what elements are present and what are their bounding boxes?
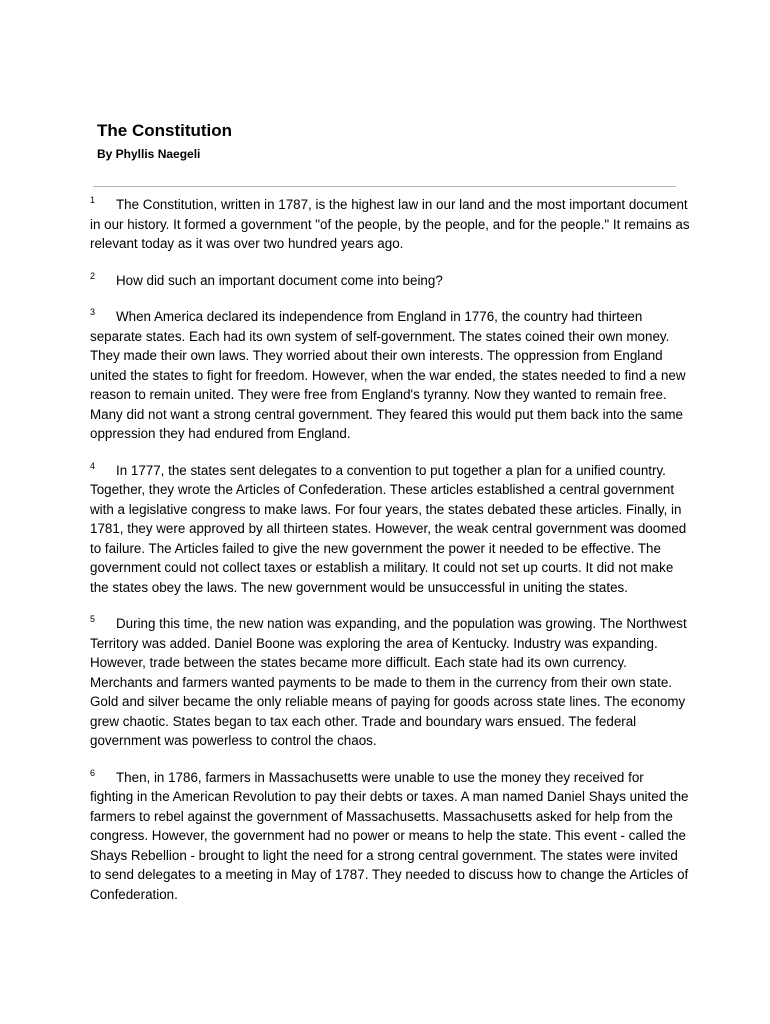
paragraph-4: 4 In 1777, the states sent delegates to a convention to put together a plan for a unified country. Together, they wrote the Articles of Confederation. These articles established a central government with a legislative congress to make laws. For four years, the states debated these articles. Finally, in 1781, they were approved by all thirteen states. However, the weak central government was doomed to failure. The Articles failed to give the new government the power it needed to be effective. The government could not collect taxes or establish a military. It could not set up courts. It did not make the states obey the laws. The new government would be unsuccessful in uniting the states. [90,460,687,595]
paragraph-3: 3 When America declared its independence from England in 1776, the country had thirteen separate states. Each had its own system of self-government. The states coined their own money. They made their own laws. They worried about their own interests. The oppression from England united the states to fight for freedom. However, when the war ended, the states needed to find a new reason to remain united. They were free from England's tyranny. Now they wanted to remain free. Many did not want a strong central government. They feared this would put them back into the same oppression they had endured from England. [90,307,686,441]
paragraph-text: Then, in 1786, farmers in Massachusetts were unable to use the money they received for fighting in the American Revolution to pay their debts or taxes. A man named Daniel Shays united the farmers to rebel against the government of Massachusetts. Massachusetts asked for help from the congress. However, the government had no power or means to help the state. This event - called the Shays Rebellion - brought to light the need for a strong central government. The states were invited to send delegates to a meeting in May of 1787. They needed to discuss how to change the Articles of Confederation. [90,769,689,902]
author-byline: By Phyllis Naegeli [97,147,201,161]
paragraph-text: During this time, the new nation was expanding, and the population was growing. The Northwest Territory was added. Daniel Boone was exploring the area of Kentucky. Industry was expanding. However, trade between the states became more difficult. Each state had its own currency. Merchants and farmers wanted payments to be made to them in the currency from their own state. Gold and silver became the only reliable means of paying for goods across state lines. The economy grew chaotic. States began to tax each other. Trade and boundary wars ensued. The federal government was powerless to control the chaos. [90,616,687,748]
paragraph-text: The Constitution, written in 1787, is the highest law in our land and the most important document in our history. It formed a government "of the people, by the people, and for the people." It remains as relevant today as it was over two hundred years ago. [90,197,690,251]
paragraph-2: 2 How did such an important document come into being? [90,270,443,288]
paragraph-text: In 1777, the states sent delegates to a convention to put together a plan for a unified country. Together, they wrote the Articles of Confederation. These articles established a central government with a legislative congress to make laws. For four years, the states debated these articles. Finally, in 1781, they were approved by all thirteen states. However, the weak central government was doomed to failure. The Articles failed to give the new government the power it needed to be effective. The government could not collect taxes or establish a military. It could not set up courts. It did not make the states obey the laws. The new government would be unsuccessful in uniting the states. [90,462,687,595]
paragraph-5: 5 During this time, the new nation was expanding, and the population was growing. The Northwest Territory was added. Daniel Boone was exploring the area of Kentucky. Industry was expanding. However, trade between the states became more difficult. Each state had its own currency. Merchants and farmers wanted payments to be made to them in the currency from their own state. Gold and silver became the only reliable means of paying for goods across state lines. The economy grew chaotic. States began to tax each other. Trade and boundary wars ensued. The federal government was powerless to control the chaos. [90,614,687,748]
article-body [90,195,690,921]
paragraph-6: 6 Then, in 1786, farmers in Massachusetts were unable to use the money they received for fighting in the American Revolution to pay their debts or taxes. A man named Daniel Shays united the farmers to rebel against the government of Massachusetts. Massachusetts asked for help from the congress. However, the government had no power or means to help the state. This event - called the Shays Rebellion - brought to light the need for a strong central government. The states were invited to send delegates to a meeting in May of 1787. They needed to discuss how to change the Articles of Confederation. [90,767,689,902]
page-title: The Constitution [97,121,233,140]
paragraph-text: How did such an important document come into being? [116,272,443,288]
title-divider [93,186,676,187]
paragraph-text: When America declared its independence from England in 1776, the country had thirteen separate states. Each had its own system of self-government. The states coined their own money. They made their own laws. They worried about their own interests. The oppression from England united the states to fight for freedom. However, when the war ended, the states needed to find a new reason to remain united. They were free from England's tyranny. Now they wanted to remain free. Many did not want a strong central government. They feared this would put them back into the same oppression they had endured from England. [90,309,686,441]
paragraph-1: 1 The Constitution, written in 1787, is the highest law in our land and the most important document in our history. It formed a government "of the people, by the people, and for the people." It remains as relevant today as it was over two hundred years ago. [90,195,690,251]
